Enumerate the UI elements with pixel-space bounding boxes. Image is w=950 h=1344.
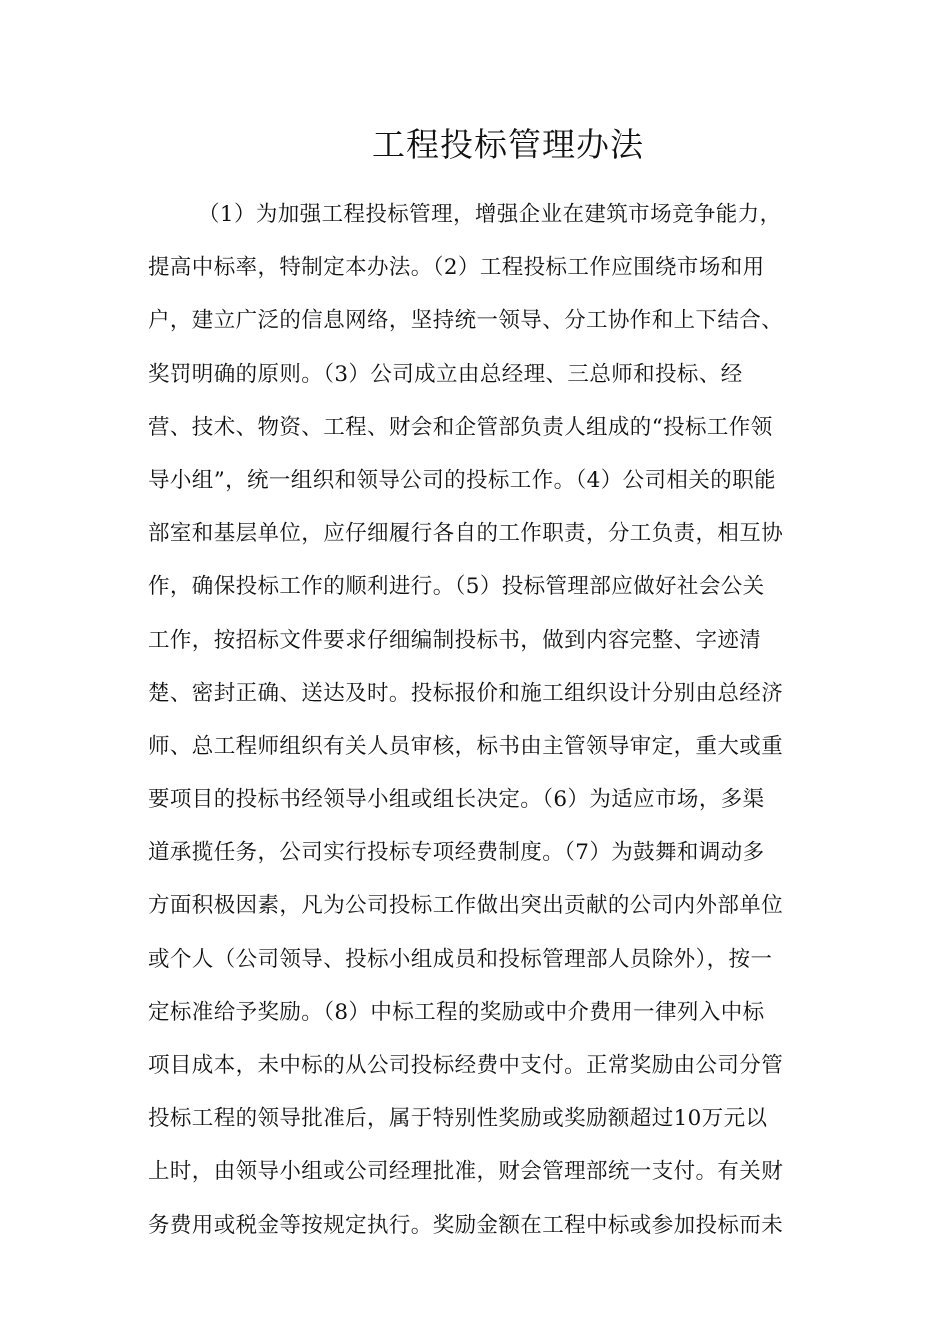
body-line: 营、技术、物资、工程、财会和企管部负责人组成的“投标工作领 bbox=[148, 414, 773, 440]
document-body bbox=[148, 200, 808, 1264]
body-line: 上时，由领导小组或公司经理批准，财会管理部统一支付。有关财 bbox=[148, 1159, 784, 1185]
body-line: 户，建立广泛的信息网络，坚持统一领导、分工协作和上下结合、 bbox=[148, 308, 784, 334]
body-line: 务费用或税金等按规定执行。奖励金额在工程中标或参加投标而未 bbox=[148, 1212, 784, 1238]
body-line: 楚、密封正确、送达及时。投标报价和施工组织设计分别由总经济 bbox=[148, 680, 784, 706]
body-line: 部室和基层单位，应仔细履行各自的工作职责，分工负责，相互协 bbox=[148, 521, 784, 547]
body-line: 要项目的投标书经领导小组或组长决定。（6）为适应市场，多渠 bbox=[148, 787, 765, 813]
body-line: 作，确保投标工作的顺利进行。（5）投标管理部应做好社会公关 bbox=[148, 574, 765, 600]
body-line: 方面积极因素，凡为公司投标工作做出突出贡献的公司内外部单位 bbox=[148, 893, 784, 919]
body-line: 师、总工程师组织有关人员审核，标书由主管领导审定，重大或重 bbox=[148, 733, 784, 759]
body-line: 项目成本，未中标的从公司投标经费中支付。正常奖励由公司分管 bbox=[148, 1053, 784, 1078]
body-line: 道承揽任务，公司实行投标专项经费制度。（7）为鼓舞和调动多 bbox=[148, 840, 765, 866]
document-title: 工程投标管理办法 bbox=[372, 125, 644, 164]
body-line: 投标工程的领导批准后，属于特别性奖励或奖励额超过10万元以 bbox=[148, 1106, 768, 1132]
body-line: 定标准给予奖励。（8）中标工程的奖励或中介费用一律列入中标 bbox=[148, 999, 765, 1025]
body-line: 奖罚明确的原则。（3）公司成立由总经理、三总师和投标、经 bbox=[148, 361, 743, 387]
body-line: 工作，按招标文件要求仔细编制投标书，做到内容完整、字迹清 bbox=[148, 627, 762, 653]
body-line: （1）为加强工程投标管理，增强企业在建筑市场竞争能力， bbox=[198, 202, 782, 227]
body-line: 提高中标率，特制定本办法。（2）工程投标工作应围绕市场和用 bbox=[148, 255, 765, 281]
body-line: 或个人（公司领导、投标小组成员和投标管理部人员除外），按一 bbox=[148, 946, 773, 972]
body-line: 导小组”，统一组织和领导公司的投标工作。（4）公司相关的职能 bbox=[148, 467, 776, 493]
